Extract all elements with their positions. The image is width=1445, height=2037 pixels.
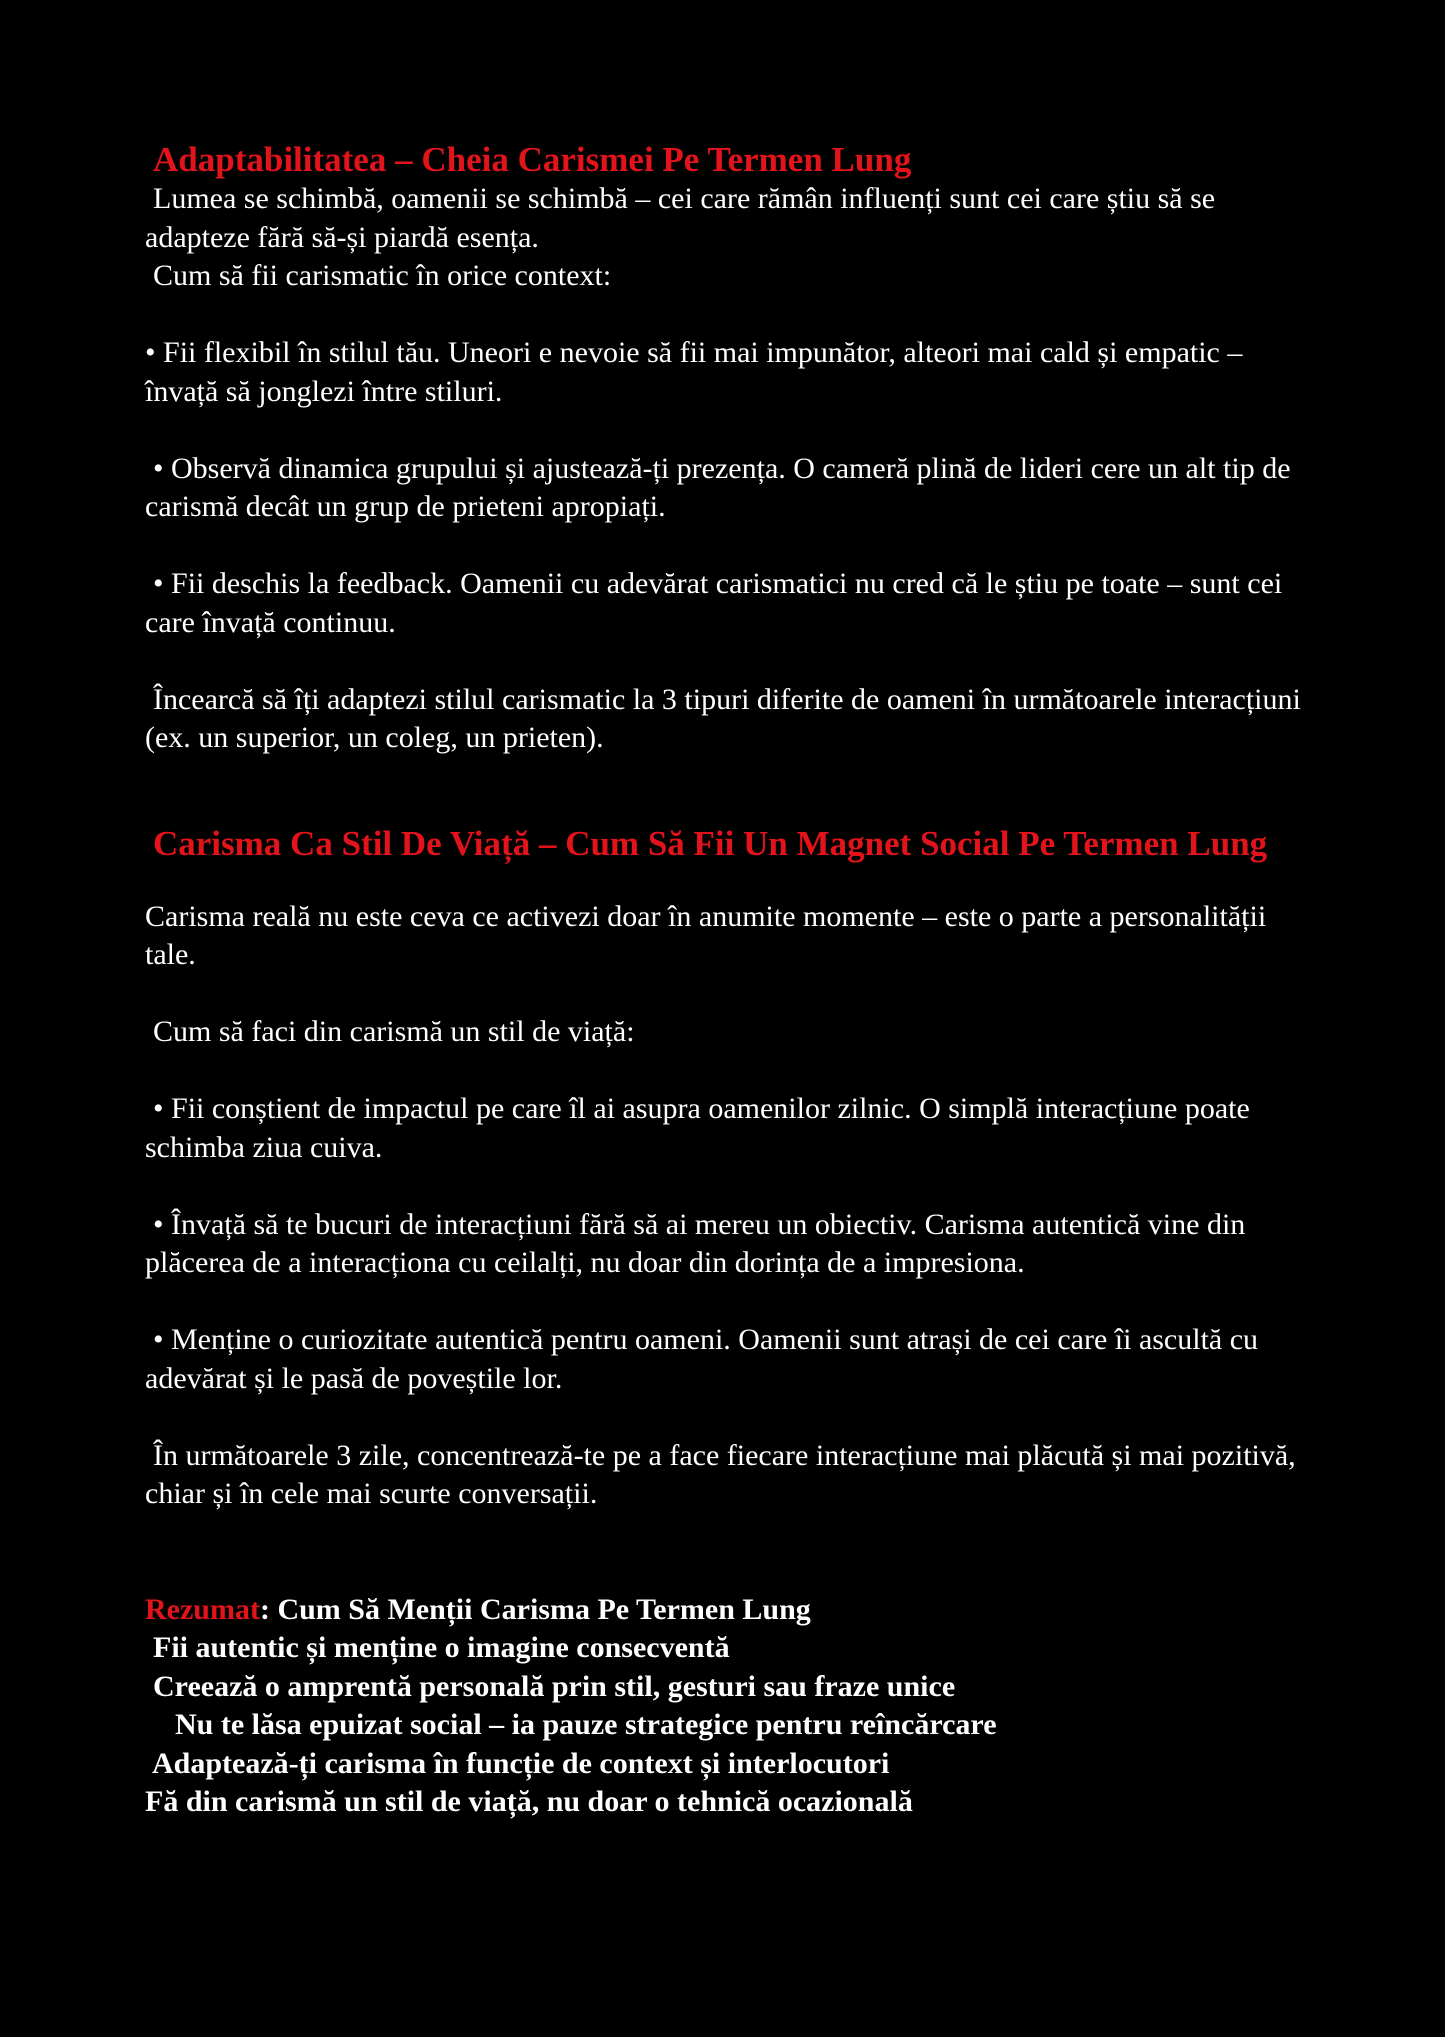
section-1-exercise: Încearcă să îți adaptezi stilul carismatic la 3 tipuri diferite de oameni în următoarele interacțiuni (ex. un superior, un coleg, un prieten). (145, 682, 1301, 754)
section-2-exercise: În următoarele 3 zile, concentrează-te pe a face fiecare interacțiune mai plăcută și mai pozitivă, chiar și în cele mai scurte conversații. (145, 1438, 1296, 1510)
section-2-bullet-1: • Fii conștient de impactul pe care îl ai asupra oamenilor zilnic. O simplă interacțiune poate schimba ziua cuiva. (145, 1092, 1250, 1164)
summary-item: Creează o amprentă personală prin stil, gesturi sau fraze unice (153, 1669, 956, 1703)
section-2-bullet-2: • Învață să te bucuri de interacțiuni fără să ai mereu un obiectiv. Carisma autentică vine din plăcerea de a interacționa cu ceilalți, nu doar din dorința de a impresiona. (145, 1207, 1246, 1279)
summary-item: Adaptează-ți carisma în funcție de context și interlocutori (152, 1746, 890, 1780)
summary-label: Rezumat (145, 1592, 260, 1626)
summary-heading (145, 1591, 1310, 1630)
section-1-bullet-3: • Fii deschis la feedback. Oamenii cu adevărat carismatici nu cred că le știu pe toate – sunt cei care învață continuu. (145, 567, 1283, 639)
summary-title: : Cum Să Menții Carisma Pe Termen Lung (259, 1592, 811, 1626)
section-1-title: Adaptabilitatea – Cheia Carismei Pe Termen Lung (153, 140, 912, 179)
summary-item: Nu te lăsa epuizat social – ia pauze strategice pentru reîncărcare (175, 1708, 997, 1741)
section-2-lead: Cum să faci din carismă un stil de viață: (153, 1015, 635, 1048)
summary-item: Fă din carismă un stil de viață, nu doar o tehnică ocazională (145, 1785, 913, 1818)
summary-item: Fii autentic și menține o imagine consecventă (153, 1631, 730, 1664)
section-2-title: Carisma Ca Stil De Viață – Cum Să Fii Un Magnet Social Pe Termen Lung (153, 823, 1268, 863)
section-1-bullet-2: • Observă dinamica grupului și ajustează-ți prezența. O cameră plină de lideri cere un alt tip de carismă decât un grup de prieteni apropiați. (145, 451, 1291, 523)
section-1-bullet-1: • Fii flexibil în stilul tău. Uneori e nevoie să fii mai impunător, alteori mai cald și empatic – învață să jonglezi între stiluri. (145, 336, 1243, 408)
section-2-intro: Carisma reală nu este ceva ce activezi doar în anumite momente – este o parte a personalității tale. (145, 899, 1267, 971)
section-2-bullet-3: • Menține o curiozitate autentică pentru oameni. Oamenii sunt atrași de cei care îi ascultă cu adevărat și le pasă de poveștile lor. (145, 1323, 1259, 1395)
section-1-intro: Lumea se schimbă, oamenii se schimbă – cei care rămân influenți sunt cei care știu să se adapteze fără să-și piardă esența. (145, 182, 1216, 254)
document-page (145, 138, 1310, 1822)
section-1-lead: Cum să fii carismatic în orice context: (153, 259, 612, 292)
